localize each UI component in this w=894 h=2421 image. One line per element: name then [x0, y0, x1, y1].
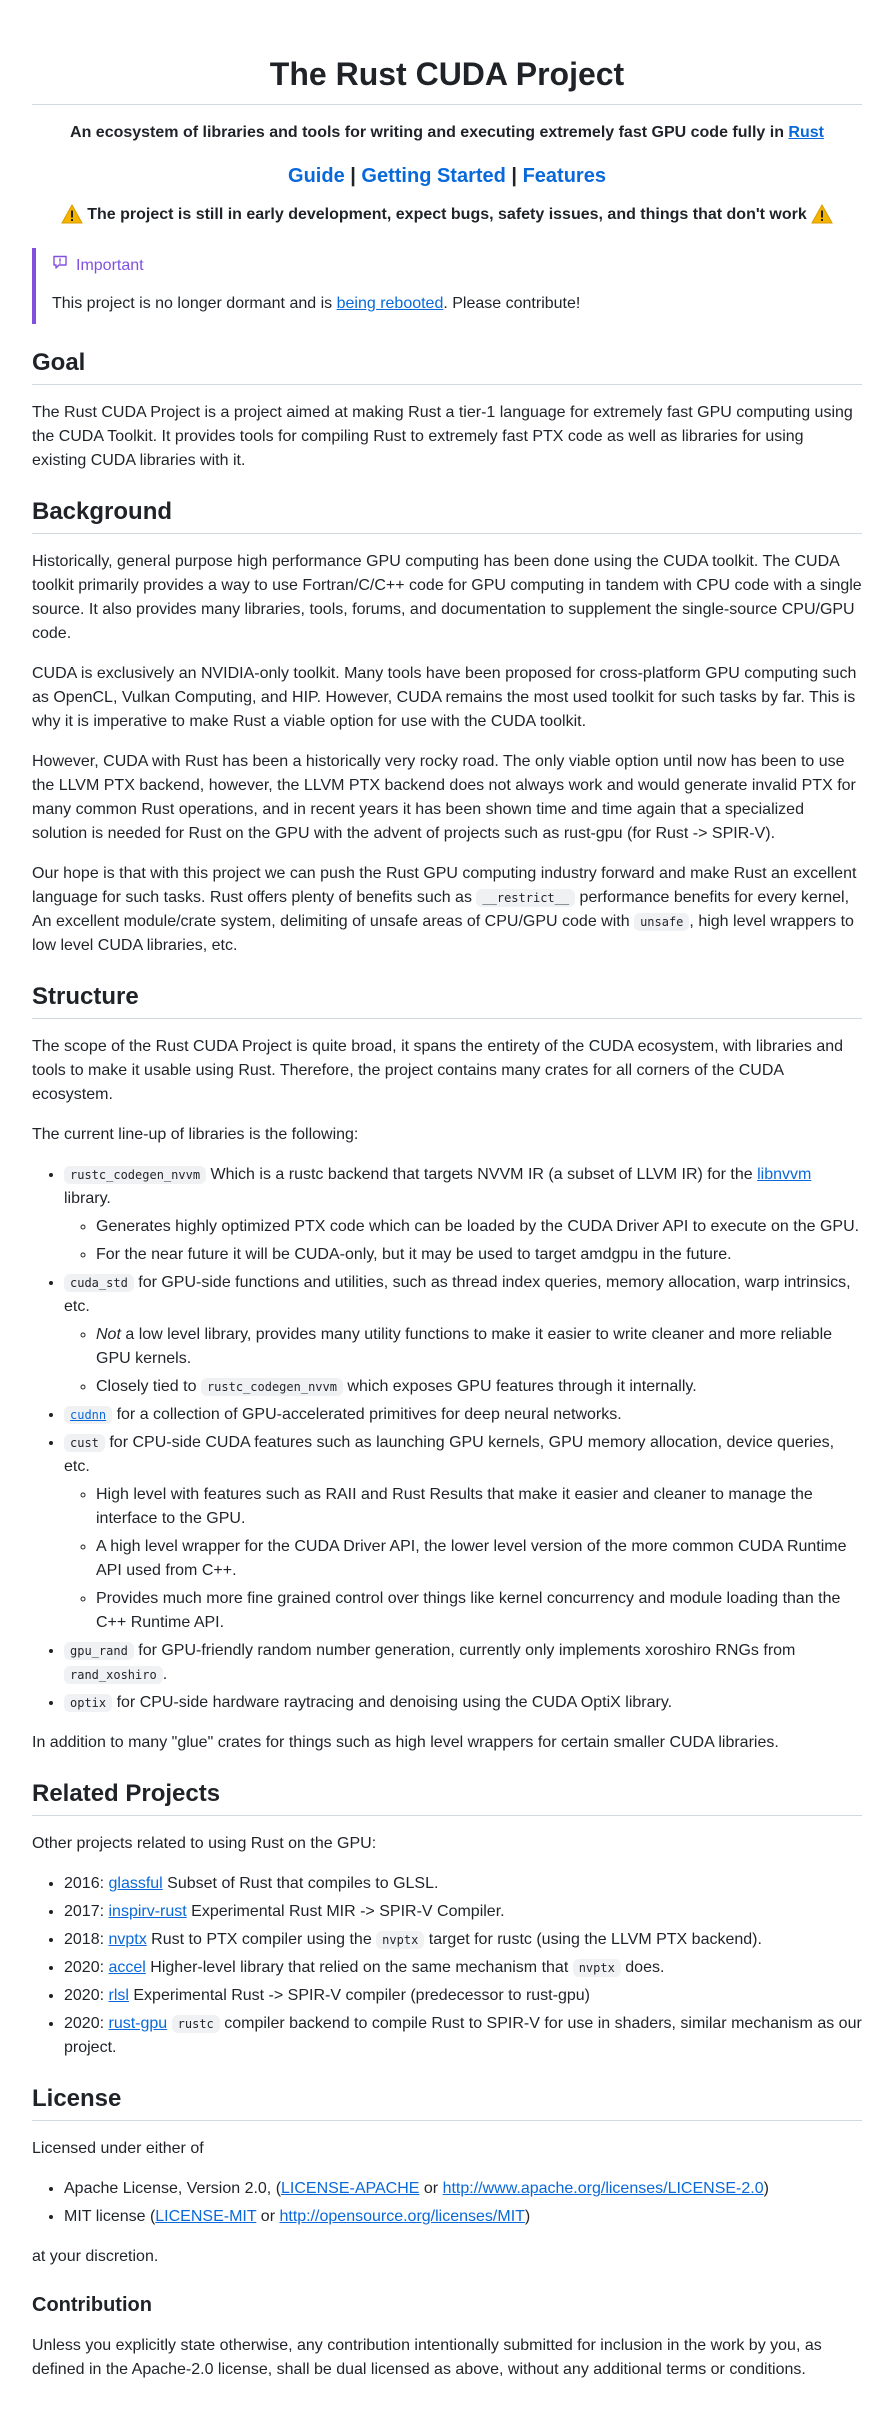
structure-paragraph-2: The current line-up of libraries is the following: [32, 1126, 359, 1143]
goal-paragraph: The Rust CUDA Project is a project aimed at making Rust a tier-1 language for extremely fast GPU computing using the CUDA Toolkit. It provides tools for compiling Rust to extremely fast PTX code as well as libraries for using existing CUDA libraries with it. [32, 404, 853, 469]
background-heading: Background [32, 497, 862, 534]
license-paragraph-1: Licensed under either of [32, 2140, 204, 2157]
list-item: • 2018: nvptx Rust to PTX compiler using the nvptx target for rustc (using the LLVM PTX backend). [64, 1928, 862, 1952]
list-item: • 2020: accel Higher-level library that relied on the same mechanism that nvptx does. [64, 1956, 862, 1980]
related-list [32, 1872, 862, 2060]
inline-code: unsafe [634, 913, 689, 931]
nav-links: Guide | Getting Started | Features [288, 165, 606, 187]
nvptx-link[interactable]: nvptx [108, 1931, 147, 1948]
list-item: • gpu_rand for GPU-friendly random number generation, currently only implements xoroshiro RNGs from rand_xoshiro . [64, 1639, 862, 1687]
warning-banner: The project is still in early development, expect bugs, safety issues, and things that don't work [32, 203, 862, 232]
license-paragraph-2: at your discretion. [32, 2248, 159, 2265]
accel-link[interactable]: accel [108, 1959, 146, 1976]
tagline: An ecosystem of libraries and tools for writing and executing extremely fast GPU code fully in Rust [70, 124, 824, 141]
list-item: ◦ Provides much more fine grained control over things like kernel concurrency and module loading than the C++ Runtime API. [96, 1587, 862, 1635]
list-item: • rustc_codegen_nvvm Which is a rustc backend that targets NVVM IR (a subset of LLVM IR) for the libnvvm library. ◦ Generates highly optimized PTX code which can be loaded by the CUDA Driver API to execute on the GPU. ◦ For the near future it will be CUDA-only, but it may be used to target amdgpu in the future. [64, 1163, 862, 1267]
list-item: • 2020: rlsl Experimental Rust -> SPIR-V compiler (predecessor to rust-gpu) [64, 1984, 862, 2008]
structure-paragraph-3: In addition to many "glue" crates for things such as high level wrappers for certain smaller CUDA libraries. [32, 1734, 779, 1751]
glassful-link[interactable]: glassful [108, 1875, 163, 1892]
related-paragraph: Other projects related to using Rust on the GPU: [32, 1835, 377, 1852]
background-paragraph-2: CUDA is exclusively an NVIDIA-only toolkit. Many tools have been proposed for cross-platform GPU computing such as OpenCL, Vulkan Computing, and HIP. However, CUDA remains the most used toolkit for such tasks by far. This is why it is imperative to make Rust a viable option for use with the CUDA toolkit. [32, 665, 857, 730]
list-item: • 2017: inspirv-rust Experimental Rust MIR -> SPIR-V Compiler. [64, 1900, 862, 1924]
page-title: The Rust CUDA Project [32, 0, 862, 105]
inspirv-rust-link[interactable]: inspirv-rust [108, 1903, 187, 1920]
list-item: • cudnn for a collection of GPU-accelerated primitives for deep neural networks. [64, 1403, 862, 1427]
license-list [32, 2177, 862, 2229]
report-icon [52, 254, 68, 278]
list-item: • cust for CPU-side CUDA features such as launching GPU kernels, GPU memory allocation, device queries, etc. ◦ High level with features such as RAII and Rust Results that make it easier and cleaner to manage the interface to the GPU. ◦ A high level wrapper for the CUDA Driver API, the lower level version of the more common CUDA Runtime API used from C++. ◦ Provides much more fine grained control over things like kernel concurrency and module loading than the C++ Runtime API. [64, 1431, 862, 1635]
list-item: ◦ A high level wrapper for the CUDA Driver API, the lower level version of the more common CUDA Runtime API used from C++. [96, 1535, 862, 1583]
license-apache-link[interactable]: LICENSE-APACHE [281, 2180, 420, 2197]
mit-url-link[interactable]: http://opensource.org/licenses/MIT [279, 2208, 525, 2225]
important-alert [32, 248, 862, 324]
related-projects-heading: Related Projects [32, 1779, 862, 1816]
contribution-paragraph: Unless you explicitly state otherwise, any contribution intentionally submitted for inclusion in the work by you, as defined in the Apache-2.0 license, shall be dual licensed as above, without any additional terms or conditions. [32, 2337, 822, 2378]
inline-code: __restrict__ [476, 889, 575, 907]
warning-icon [61, 204, 83, 232]
list-item: ◦ Not a low level library, provides many utility functions to make it easier to write cleaner and more reliable GPU kernels. [96, 1323, 862, 1371]
contribution-heading: Contribution [32, 2294, 152, 2316]
license-heading: License [32, 2084, 862, 2121]
list-item: • 2020: rust-gpu rustc compiler backend to compile Rust to SPIR-V for use in shaders, similar mechanism as our project. [64, 2012, 862, 2060]
structure-heading: Structure [32, 982, 862, 1019]
alert-body: This project is no longer dormant and is being rebooted. Please contribute! [52, 295, 581, 312]
alert-title: Important [76, 257, 144, 274]
list-item: • Apache License, Version 2.0, (LICENSE-APACHE or http://www.apache.org/licenses/LICENSE-2.0) [64, 2177, 862, 2201]
rust-gpu-link[interactable]: rust-gpu [108, 2015, 168, 2032]
list-item: • optix for CPU-side hardware raytracing and denoising using the CUDA OptiX library. [64, 1691, 862, 1715]
features-link[interactable]: Features [522, 165, 606, 187]
list-item: • 2016: glassful Subset of Rust that compiles to GLSL. [64, 1872, 862, 1896]
rust-link[interactable]: Rust [788, 124, 824, 141]
rlsl-link[interactable]: rlsl [108, 1987, 129, 2004]
libnvvm-link[interactable]: libnvvm [757, 1166, 812, 1183]
list-item: ◦ For the near future it will be CUDA-only, but it may be used to target amdgpu in the future. [96, 1243, 862, 1267]
guide-link[interactable]: Guide [288, 165, 345, 187]
apache-url-link[interactable]: http://www.apache.org/licenses/LICENSE-2.0 [442, 2180, 764, 2197]
goal-heading: Goal [32, 348, 862, 385]
being-rebooted-link[interactable]: being rebooted [336, 295, 444, 312]
list-item: ◦ Generates highly optimized PTX code which can be loaded by the CUDA Driver API to execute on the GPU. [96, 1215, 862, 1239]
background-paragraph-3: However, CUDA with Rust has been a historically very rocky road. The only viable option until now has been to use the LLVM PTX backend, however, the LLVM PTX backend does not always work and would generate invalid PTX for many common Rust operations, and in recent years it has been shown time and time again that a specialized solution is needed for Rust on the GPU with the advent of projects such as rust-gpu (for Rust -> SPIR-V). [32, 753, 856, 842]
background-paragraph-1: Historically, general purpose high performance GPU computing has been done using the CUDA toolkit. The CUDA toolkit primarily provides a way to use Fortran/C/C++ code for GPU computing in tandem with CPU code with a single source. It also provides many libraries, tools, forums, and documentation to supplement the single-source CPU/GPU code. [32, 553, 862, 642]
warning-icon [811, 204, 833, 232]
getting-started-link[interactable]: Getting Started [361, 165, 506, 187]
list-item: ◦ Closely tied to rustc_codegen_nvvm which exposes GPU features through it internally. [96, 1375, 862, 1399]
list-item: • MIT license (LICENSE-MIT or http://opensource.org/licenses/MIT) [64, 2205, 862, 2229]
library-list [32, 1163, 862, 1715]
list-item: • cuda_std for GPU-side functions and utilities, such as thread index queries, memory allocation, warp intrinsics, etc. ◦ Not a low level library, provides many utility functions to make it easier to write cleaner and more reliable GPU kernels. ◦ Closely tied to rustc_codegen_nvvm which exposes GPU features through it internally. [64, 1271, 862, 1399]
license-mit-link[interactable]: LICENSE-MIT [155, 2208, 257, 2225]
list-item: ◦ High level with features such as RAII and Rust Results that make it easier and cleaner to manage the interface to the GPU. [96, 1483, 862, 1531]
structure-paragraph-1: The scope of the Rust CUDA Project is quite broad, it spans the entirety of the CUDA ecosystem, with libraries and tools to make it usable using Rust. Therefore, the project contains many crates for all corners of the CUDA ecosystem. [32, 1038, 844, 1103]
background-paragraph-4: Our hope is that with this project we can push the Rust GPU computing industry forward and make Rust an excellent language for such tasks. Rust offers plenty of benefits such as __restrict__ performance benefits for every kernel, An excellent module/crate system, delimiting of unsafe areas of CPU/GPU code with unsafe , high level wrappers to low level CUDA libraries, etc. [32, 865, 857, 954]
cudnn-link[interactable]: cudnn [64, 1406, 112, 1423]
